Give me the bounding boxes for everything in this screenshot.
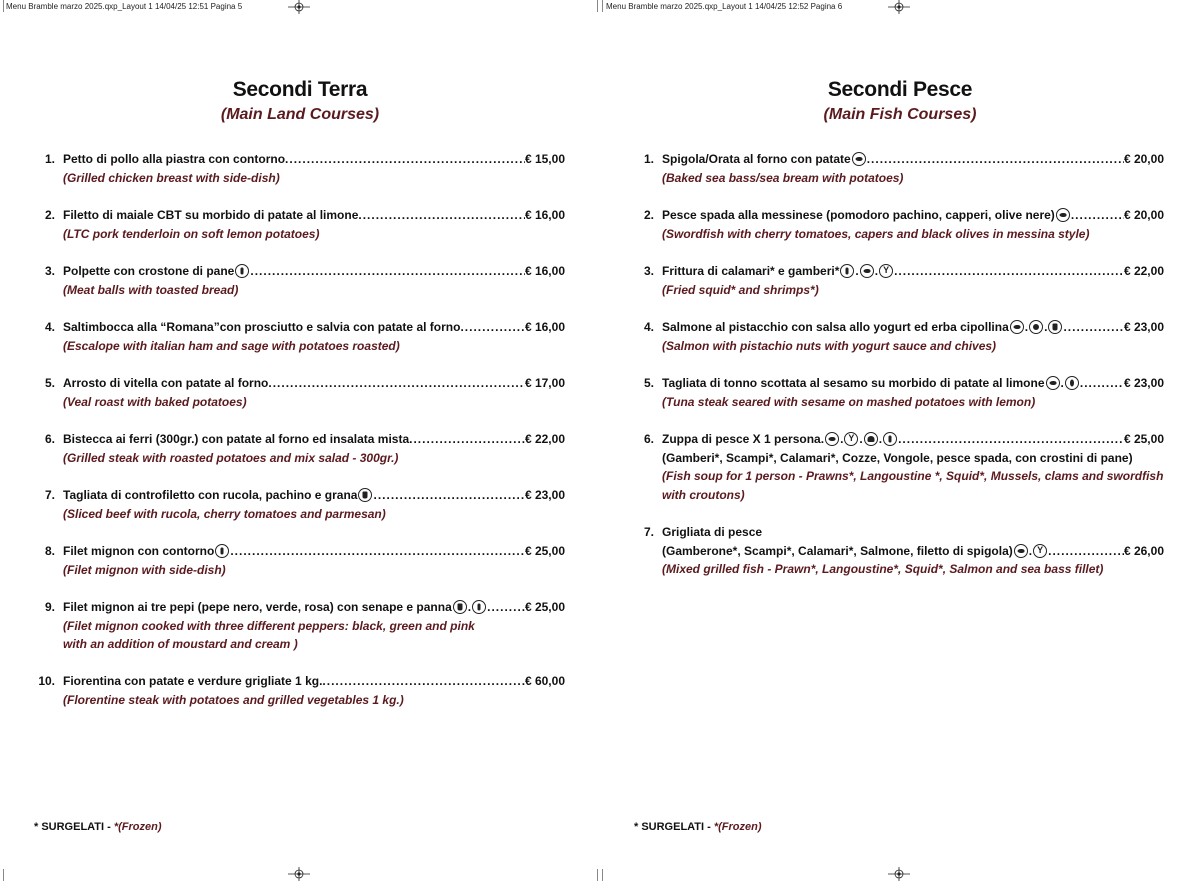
menu-item: [44, 486, 565, 523]
item-price: € 23,00: [1123, 376, 1164, 390]
dot-leader: [230, 542, 525, 561]
item-description: (Tuna steak seared with sesame on mashed potatoes with lemon): [662, 394, 1036, 409]
item-number: 5.: [44, 376, 55, 390]
menu-item: 3. Frittura di calamari* e gamberi* . . Y ..... € 22,00 (Fried squid* and shrimps*): [662, 262, 1164, 299]
item-description: (Escalope with italian ham and sage with potatoes roasted): [63, 338, 400, 353]
dot-leader: [1080, 374, 1124, 393]
item-name: Saltimbocca alla “Romana”con prosciutto e salvia con patate al forno: [63, 320, 461, 334]
item-number: 5.: [643, 376, 654, 390]
menu-item: [44, 374, 565, 411]
item-description: (Florentine steak with potatoes and grilled vegetables 1 kg.): [63, 692, 404, 707]
dot-leader: [1071, 206, 1124, 225]
item-name: Petto di pollo alla piastra con contorno: [63, 152, 286, 166]
item-number: 4.: [643, 320, 654, 334]
menu-item: 9. Filet mignon ai tre pepi (pepe nero, verde, rosa) con senape e panna . ..... € 25,00 (Filet mignon cooked with three different peppers: black, green and pink with an addition of moustard and cream ): [63, 598, 565, 654]
item-name: Spigola/Orata al forno con patate: [662, 152, 851, 166]
gluten-icon: [235, 264, 249, 278]
item-price: € 22,00: [1123, 264, 1164, 278]
item-name: Pesce spada alla messinese (pomodoro pachino, capperi, olive nere): [662, 208, 1055, 222]
frozen-footnote: [34, 821, 162, 833]
item-description: (Grilled chicken breast with side-dish): [63, 170, 280, 185]
item-name: Fiorentina con patate e verdure grigliate 1 kg.: [63, 674, 323, 688]
fish-icon: [860, 264, 874, 278]
item-name: Zuppa di pesce X 1 persona: [662, 432, 821, 446]
item-description: (Swordfish with cherry tomatoes, capers and black olives in messina style): [662, 226, 1090, 241]
menu-item: [643, 206, 1164, 243]
footnote-label: * SURGELATI -: [34, 821, 114, 833]
item-name: Polpette con crostone di pane: [63, 264, 235, 278]
item-name: Filetto di maiale CBT su morbido di patate al limone: [63, 208, 359, 222]
footnote-label: * SURGELATI -: [634, 821, 714, 833]
item-name: Bistecca ai ferri (300gr.) con patate al forno ed insalata mista: [63, 432, 410, 446]
item-description: (Filet mignon with side-dish): [63, 562, 226, 577]
nut-icon: [1029, 320, 1043, 334]
page-subtitle: (Main Land Courses): [220, 106, 380, 123]
printer-slug-right: Menu Bramble marzo 2025.qxp_Layout 1 14/04/25 12:52 Pagina 6: [606, 2, 843, 11]
item-description: (Meat balls with toasted bread): [63, 282, 239, 297]
item-description: (Grilled steak with roasted potatoes and mix salad - 300gr.): [63, 450, 399, 465]
item-price: € 25,00: [524, 544, 565, 558]
dot-leader: [1048, 542, 1124, 561]
item-description-continued: with croutons): [662, 487, 745, 502]
item-number: 10.: [38, 674, 55, 688]
dot-leader: [898, 430, 1124, 449]
item-name: Filet mignon ai tre pepi (pepe nero, verde, rosa) con senape e panna: [63, 600, 452, 614]
dot-leader: [268, 374, 525, 393]
menu-item: [44, 262, 565, 299]
item-name: (Gamberone*, Scampi*, Calamari*, Salmone, filetto di spigola): [662, 543, 1013, 558]
item-name: Frittura di calamari* e gamberi*: [662, 264, 840, 278]
menu-item: [44, 542, 565, 579]
item-number: 9.: [44, 600, 55, 614]
dot-leader: [1063, 318, 1123, 337]
dot-leader: [409, 430, 525, 449]
menu-item: [44, 430, 565, 467]
gluten-icon: [840, 264, 854, 278]
item-price: € 60,00: [524, 674, 565, 688]
menu-item: 6. Zuppa di pesce X 1 persona . . Y . . ..... € 25,00 (Gamberi*, Scampi*, Calamari*, Cozze, Vongole, pesce spada, con crostini di pane) (Fish soup for 1 person - Prawns*, Langoustine *, Squid*, Mussels, clams and swordfish with croutons): [662, 430, 1164, 504]
dot-leader: [250, 262, 525, 281]
item-description: (Salmon with pistachio nuts with yogurt sauce and chives): [662, 338, 997, 353]
fish-icon: [1046, 376, 1060, 390]
item-description: (Mixed grilled fish - Prawn*, Langoustine*, Squid*, Salmon and sea bass fillet): [662, 562, 1104, 576]
item-price: € 26,00: [1123, 543, 1164, 558]
item-number: 4.: [44, 320, 55, 334]
crustacean-icon: [1033, 544, 1047, 558]
dot-leader: [322, 672, 525, 691]
item-name: Arrosto di vitella con patate al forno: [63, 376, 269, 390]
item-number: 7.: [44, 488, 55, 502]
dot-leader: [894, 262, 1124, 281]
dot-leader: [285, 150, 525, 169]
item-price: € 15,00: [524, 152, 565, 166]
dairy-icon: [453, 600, 467, 614]
item-price: € 16,00: [524, 208, 565, 222]
item-price: € 20,00: [1123, 152, 1164, 166]
fish-icon: [1010, 320, 1024, 334]
dot-leader: [358, 206, 525, 225]
item-number: 6.: [643, 432, 654, 446]
fish-icon: [1056, 208, 1070, 222]
page-title: Secondi Terra: [232, 78, 368, 101]
right-page: [600, 0, 1200, 881]
footnote-translation: *(Frozen): [713, 821, 762, 833]
item-price: € 17,00: [524, 376, 565, 390]
item-price: € 20,00: [1123, 208, 1164, 222]
item-name: Filet mignon con contorno: [63, 544, 215, 558]
item-description: (Veal roast with baked potatoes): [63, 394, 247, 409]
page-subtitle: (Main Fish Courses): [823, 106, 977, 123]
item-price: € 22,00: [524, 432, 565, 446]
dot-leader: [487, 598, 525, 617]
item-price: € 16,00: [524, 264, 565, 278]
item-name: Tagliata di controfiletto con rucola, pachino e grana: [63, 488, 358, 502]
dairy-icon: [358, 488, 372, 502]
item-number: 1.: [44, 152, 55, 166]
item-name: Salmone al pistacchio con salsa allo yogurt ed erba cipollina: [662, 320, 1009, 334]
dot-leader: [867, 150, 1124, 169]
menu-item: 7. Grigliata di pesce (Gamberone*, Scampi*, Calamari*, Salmone, filetto di spigola) . Y ..... € 26,00 (Mixed grilled fish - Prawn*, Langoustine*, Squid*, Salmon and sea bass fillet): [662, 523, 1164, 579]
item-number: 2.: [44, 208, 55, 222]
sesame-icon: [1065, 376, 1079, 390]
menu-item: [643, 150, 1164, 187]
item-description: (Fried squid* and shrimps*): [662, 282, 819, 297]
footnote-translation: *(Frozen): [113, 821, 162, 833]
gluten-icon: [472, 600, 486, 614]
item-number: 3.: [44, 264, 55, 278]
crustacean-icon: [879, 264, 893, 278]
item-description: (LTC pork tenderloin on soft lemon potatoes): [63, 226, 320, 241]
fish-icon: [852, 152, 866, 166]
item-price: € 23,00: [1123, 320, 1164, 334]
item-price: € 25,00: [1123, 432, 1164, 446]
dairy-icon: [1048, 320, 1062, 334]
item-number: 6.: [44, 432, 55, 446]
item-description: (Baked sea bass/sea bream with potatoes): [662, 170, 904, 185]
item-number: 8.: [44, 544, 55, 558]
item-name: Tagliata di tonno scottata al sesamo su morbido di patate al limone: [662, 376, 1045, 390]
dot-leader: [373, 486, 524, 505]
menu-item: [44, 318, 565, 355]
gluten-icon: [883, 432, 897, 446]
item-number: 2.: [643, 208, 654, 222]
item-description: (Sliced beef with rucola, cherry tomatoes and parmesan): [63, 506, 386, 521]
item-description: (Fish soup for 1 person - Prawns*, Langoustine *, Squid*, Mussels, clams and swordfish: [662, 469, 1164, 483]
menu-item: [38, 672, 565, 709]
fish-icon: [825, 432, 839, 446]
page-title: Secondi Pesce: [827, 78, 973, 101]
menu-item: 5. Tagliata di tonno scottata al sesamo su morbido di patate al limone . ..... € 23,00 (Tuna steak seared with sesame on mashed potatoes with lemon): [662, 374, 1164, 411]
item-number: 7.: [643, 525, 654, 539]
item-description: (Filet mignon cooked with three different peppers: black, green and pink: [63, 618, 475, 633]
crustacean-icon: [844, 432, 858, 446]
menu-item: [44, 206, 565, 243]
printer-slug-left: Menu Bramble marzo 2025.qxp_Layout 1 14/04/25 12:51 Pagina 5: [6, 2, 243, 11]
dot-leader: [460, 318, 525, 337]
gluten-icon: [215, 544, 229, 558]
item-number: 3.: [643, 264, 654, 278]
mollusc-icon: [864, 432, 878, 446]
fish-icon: [1014, 544, 1028, 558]
item-number: 1.: [643, 152, 654, 166]
item-price: € 25,00: [524, 600, 565, 614]
menu-item: [44, 150, 565, 187]
item-price: € 16,00: [524, 320, 565, 334]
item-price: € 23,00: [524, 488, 565, 502]
item-ingredients: (Gamberi*, Scampi*, Calamari*, Cozze, Vongole, pesce spada, con crostini di pane): [662, 450, 1133, 465]
item-heading: Grigliata di pesce: [662, 525, 763, 539]
menu-item: 4. Salmone al pistacchio con salsa allo yogurt ed erba cipollina . . ..... € 23,00 (Salmon with pistachio nuts with yogurt sauce and chives): [662, 318, 1164, 355]
frozen-footnote: [634, 821, 762, 833]
item-description-continued: with an addition of moustard and cream ): [63, 637, 298, 651]
